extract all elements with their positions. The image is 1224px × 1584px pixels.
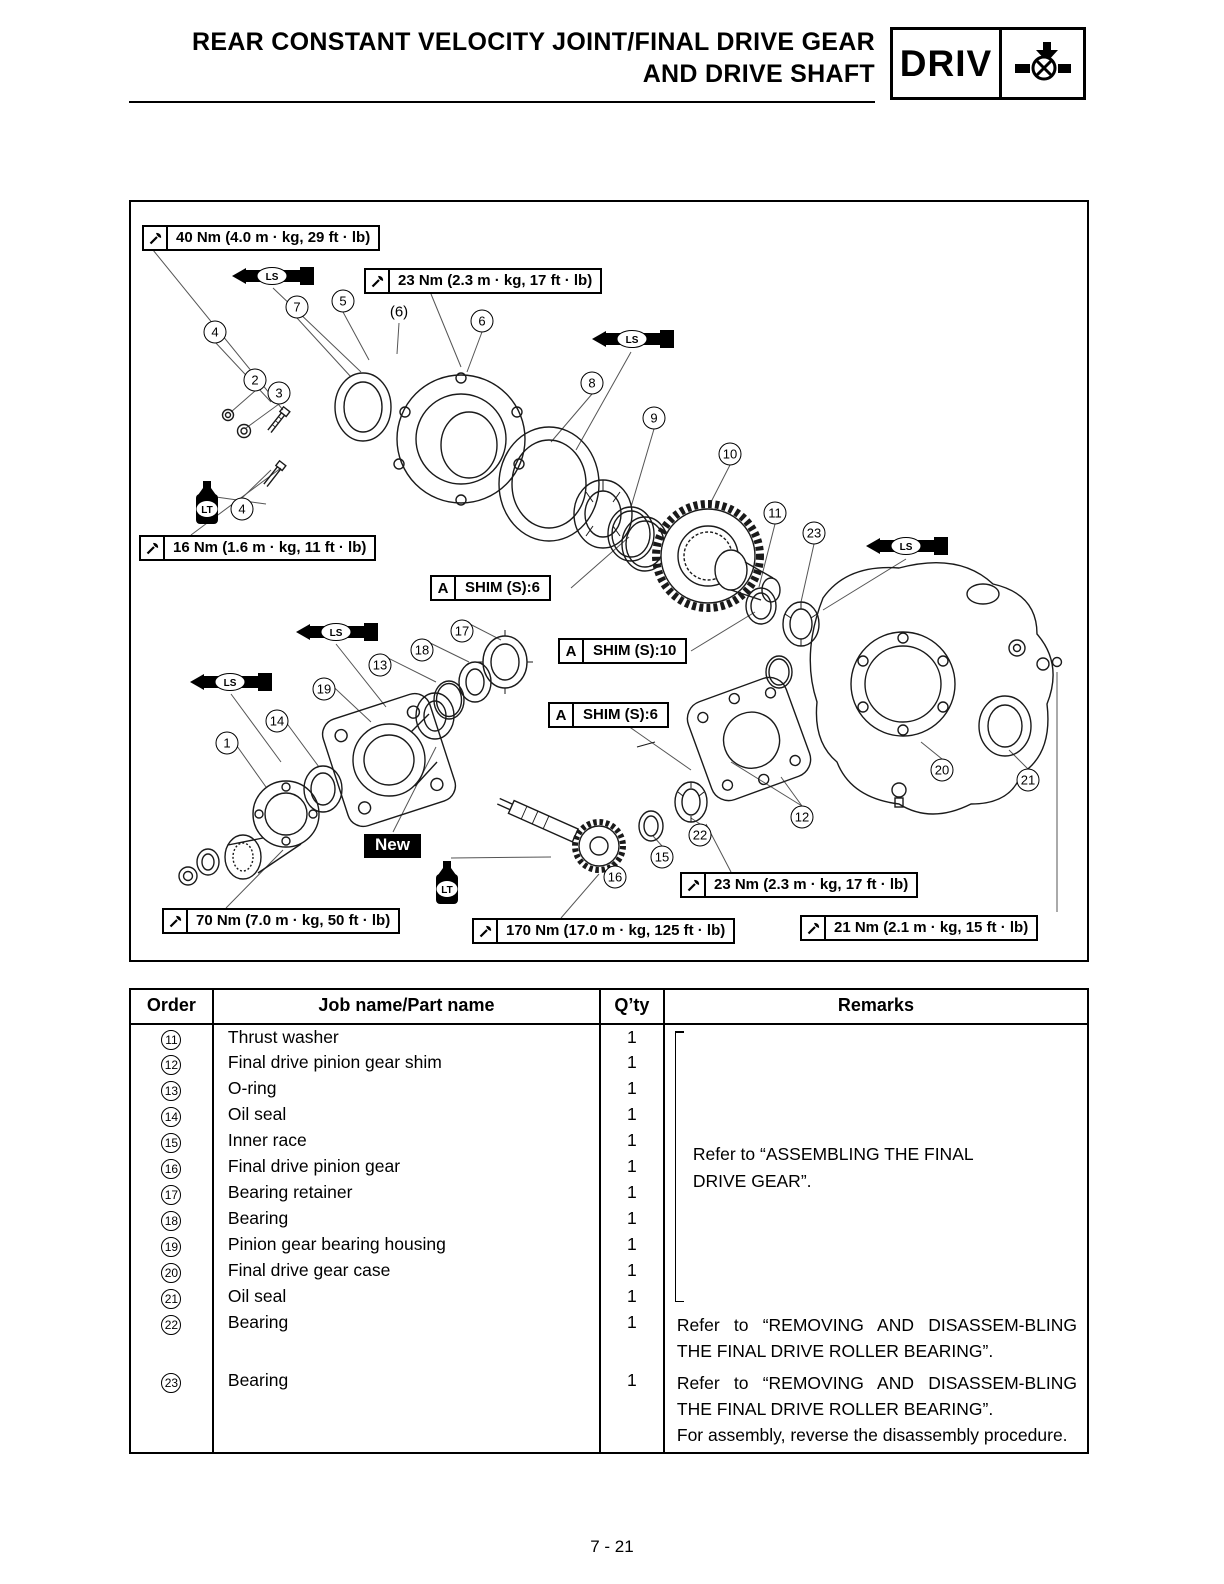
- callout-16: 16: [604, 866, 627, 889]
- shim-prefix: A: [560, 640, 584, 662]
- exploded-drawing: [131, 202, 1087, 960]
- wrench-icon: [141, 537, 165, 559]
- page-title-line1: REAR CONSTANT VELOCITY JOINT/FINAL DRIVE GEAR: [192, 28, 875, 56]
- table-header-row: [130, 989, 1088, 1024]
- diagram-overlays: [131, 202, 1087, 960]
- part-name: Bearing: [213, 1368, 600, 1453]
- part-name: O-ring: [213, 1076, 600, 1102]
- shim-label: [548, 702, 669, 728]
- header-remarks: Remarks: [664, 989, 1088, 1024]
- svg-text:LS: LS: [625, 335, 639, 346]
- part-qty: 1: [600, 1154, 664, 1180]
- order-number: 19: [161, 1237, 181, 1257]
- remarks-cell: [664, 1310, 1088, 1368]
- order-cell: [130, 1284, 213, 1310]
- order-number: 15: [161, 1133, 181, 1153]
- shim-text: SHIM (S):10: [593, 642, 677, 659]
- order-cell: [130, 1232, 213, 1258]
- callout-8: 8: [581, 372, 604, 395]
- part-qty: 1: [600, 1258, 664, 1284]
- torque-text: 23 Nm (2.3 m · kg, 17 ft · lb): [398, 272, 593, 289]
- shim-text: SHIM (S):6: [583, 706, 658, 723]
- header-job-name: Job name/Part name: [213, 989, 600, 1024]
- order-cell: [130, 1102, 213, 1128]
- part-name: Bearing retainer: [213, 1180, 600, 1206]
- order-number: 23: [161, 1373, 181, 1393]
- grease-marker-ls-icon: [590, 327, 676, 356]
- table-row: [130, 1368, 1088, 1453]
- part-name: Oil seal: [213, 1102, 600, 1128]
- wrench-icon: [164, 910, 188, 932]
- svg-text:LS: LS: [329, 628, 343, 639]
- order-number: 13: [161, 1081, 181, 1101]
- svg-text:LS: LS: [265, 272, 279, 283]
- shim-text: SHIM (S):6: [465, 579, 540, 596]
- wrench-icon: [366, 270, 390, 292]
- order-number: 11: [161, 1030, 181, 1050]
- callout-4: 4: [231, 498, 254, 521]
- torque-text: 70 Nm (7.0 m · kg, 50 ft · lb): [196, 912, 391, 929]
- order-cell: [130, 1024, 213, 1050]
- page-title-line2: AND DRIVE SHAFT: [642, 60, 875, 88]
- svg-text:LS: LS: [899, 542, 913, 553]
- part-qty: 1: [600, 1232, 664, 1258]
- order-cell: [130, 1180, 213, 1206]
- part-qty: 1: [600, 1024, 664, 1050]
- torque-text: 170 Nm (17.0 m · kg, 125 ft · lb): [506, 922, 726, 939]
- callout-6: (6): [389, 303, 409, 321]
- order-cell: [130, 1076, 213, 1102]
- remark-text: Refer to “REMOVING AND DISASSEM-BLING THE FINAL DRIVE ROLLER BEARING”.: [676, 1373, 1077, 1419]
- torque-text: 21 Nm (2.1 m · kg, 15 ft · lb): [834, 919, 1029, 936]
- torque-label: [162, 908, 400, 934]
- svg-text:LT: LT: [201, 505, 213, 516]
- callout-21: 21: [1017, 769, 1040, 792]
- group-remarks-cell: [664, 1024, 1088, 1310]
- order-cell: [130, 1154, 213, 1180]
- callout-15: 15: [651, 846, 674, 869]
- parts-table-body: [130, 1024, 1088, 1453]
- grease-marker-ls-icon: [864, 534, 950, 563]
- callout-3: 3: [268, 382, 291, 405]
- part-name: Final drive pinion gear shim: [213, 1050, 600, 1076]
- page-number: 7 - 21: [590, 1537, 634, 1556]
- callout-11: 11: [764, 502, 787, 525]
- grease-marker-ls-icon: [188, 670, 274, 699]
- callout-20: 20: [931, 759, 954, 782]
- callout-22: 22: [689, 824, 712, 847]
- svg-text:LS: LS: [223, 678, 237, 689]
- group-remark: Refer to “ASSEMBLING THE FINAL DRIVE GEAR”.: [692, 1143, 973, 1191]
- header-order: Order: [130, 989, 213, 1024]
- part-qty: 1: [600, 1206, 664, 1232]
- callout-9: 9: [643, 407, 666, 430]
- part-name: Bearing: [213, 1206, 600, 1232]
- part-name: Final drive pinion gear: [213, 1154, 600, 1180]
- order-number: 20: [161, 1263, 181, 1283]
- torque-label: [364, 268, 602, 294]
- order-cell: [130, 1128, 213, 1154]
- order-number: 14: [161, 1107, 181, 1127]
- callout-7: 7: [286, 296, 309, 319]
- exploded-diagram: [129, 200, 1089, 962]
- remark-text: For assembly, reverse the disassembly procedure.: [676, 1425, 1068, 1445]
- torque-label: [472, 918, 735, 944]
- chapter-badge-label: DRIV: [899, 42, 993, 84]
- shim-prefix: A: [550, 704, 574, 726]
- part-qty: 1: [600, 1128, 664, 1154]
- wrench-icon: [474, 920, 498, 942]
- callout-19: 19: [313, 678, 336, 701]
- order-number: 18: [161, 1211, 181, 1231]
- table-row: [130, 1310, 1088, 1368]
- torque-label: [139, 535, 376, 561]
- part-qty: 1: [600, 1050, 664, 1076]
- remark-text: Refer to “REMOVING AND DISASSEM-BLING THE FINAL DRIVE ROLLER BEARING”.: [676, 1315, 1077, 1361]
- part-name: Pinion gear bearing housing: [213, 1232, 600, 1258]
- torque-label: [142, 225, 380, 251]
- part-qty: 1: [600, 1076, 664, 1102]
- remarks-cell: [664, 1368, 1088, 1453]
- title-rule: [129, 101, 875, 103]
- callout-17: 17: [451, 620, 474, 643]
- order-number: 12: [161, 1055, 181, 1075]
- callout-23: 23: [803, 522, 826, 545]
- callout-12: 12: [791, 806, 814, 829]
- callout-6: 6: [471, 310, 494, 333]
- wrench-icon: [682, 874, 706, 896]
- order-cell: [130, 1050, 213, 1076]
- order-number: 17: [161, 1185, 181, 1205]
- shim-label: [558, 638, 687, 664]
- order-cell: [130, 1206, 213, 1232]
- parts-table: [129, 988, 1089, 1454]
- part-name: Bearing: [213, 1310, 600, 1368]
- torque-label: [680, 872, 918, 898]
- part-qty: 1: [600, 1368, 664, 1453]
- callout-14: 14: [266, 710, 289, 733]
- order-number: 16: [161, 1159, 181, 1179]
- callout-13: 13: [369, 654, 392, 677]
- wrench-icon: [802, 917, 826, 939]
- order-number: 21: [161, 1289, 181, 1309]
- part-qty: 1: [600, 1310, 664, 1368]
- order-number: 22: [161, 1315, 181, 1335]
- callout-5: 5: [332, 290, 355, 313]
- part-qty: 1: [600, 1102, 664, 1128]
- table-row: [130, 1024, 1088, 1050]
- locktite-marker-lt-icon: [190, 480, 224, 531]
- grease-marker-ls-icon: [294, 620, 380, 649]
- part-name: Oil seal: [213, 1284, 600, 1310]
- torque-text: 40 Nm (4.0 m · kg, 29 ft · lb): [176, 229, 371, 246]
- callout-18: 18: [411, 639, 434, 662]
- callout-2: 2: [244, 369, 267, 392]
- part-name: Final drive gear case: [213, 1258, 600, 1284]
- page-title: [129, 26, 875, 90]
- callout-1: 1: [216, 732, 239, 755]
- part-name: Thrust washer: [213, 1024, 600, 1050]
- torque-label: [800, 915, 1038, 941]
- shim-label: [430, 575, 551, 601]
- callout-10: 10: [719, 443, 742, 466]
- callout-4: 4: [204, 321, 227, 344]
- locktite-marker-lt-icon: [430, 860, 464, 911]
- torque-text: 23 Nm (2.3 m · kg, 17 ft · lb): [714, 876, 909, 893]
- shim-prefix: A: [432, 577, 456, 599]
- order-cell: [130, 1258, 213, 1284]
- new-part-label: New: [364, 834, 421, 858]
- header-qty: Q’ty: [600, 989, 664, 1024]
- part-name: Inner race: [213, 1128, 600, 1154]
- order-cell: [130, 1368, 213, 1453]
- chapter-badge: [890, 27, 1086, 100]
- svg-text:LT: LT: [441, 885, 453, 896]
- remark-bracket: [675, 1031, 683, 1302]
- order-cell: [130, 1310, 213, 1368]
- grease-marker-ls-icon: [230, 264, 316, 293]
- part-qty: 1: [600, 1284, 664, 1310]
- drive-chapter-icon: [999, 30, 1083, 97]
- wrench-icon: [144, 227, 168, 249]
- torque-text: 16 Nm (1.6 m · kg, 11 ft · lb): [173, 539, 367, 556]
- part-qty: 1: [600, 1180, 664, 1206]
